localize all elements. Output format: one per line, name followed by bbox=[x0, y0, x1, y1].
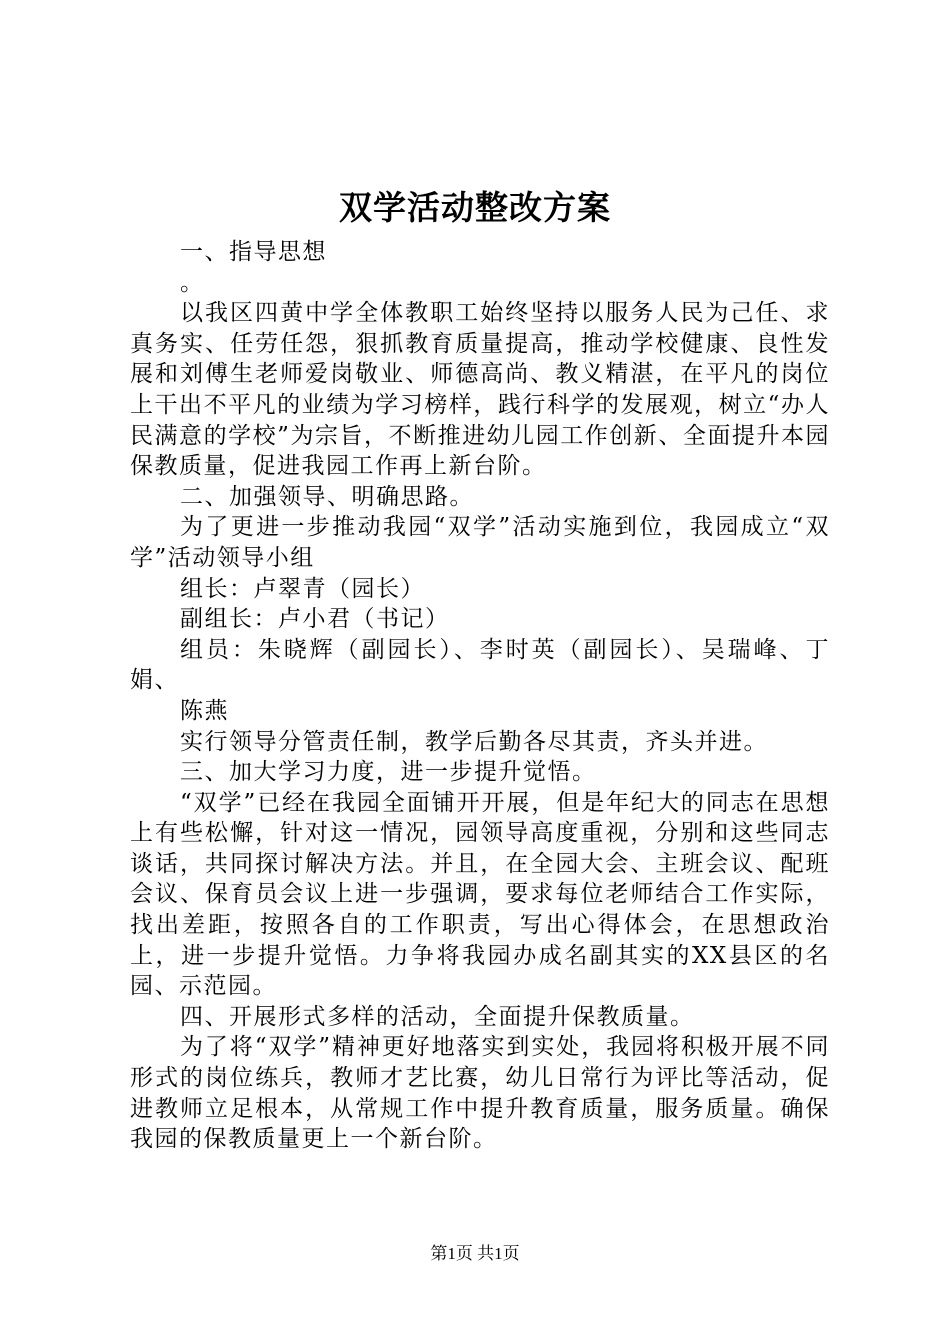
paragraph: “双学”已经在我园全面铺开开展，但是年纪大的同志在思想上有些松懈，针对这一情况，园领导高度重视，分别和这些同志谈话，共同探讨解决方法。并且，在全园大会、主班会议、配班会议、保育员会议上进一步强调，要求每位老师结合工作实际，找出差距，按照各自的工作职责，写出心得体会，在思想政治上，进一步提升觉悟。力争将我园办成名副其实的XX县区的名园、示范园。 bbox=[130, 789, 830, 1000]
member-line-deputy: 副组长：卢小君（书记） bbox=[180, 606, 450, 633]
member-line-extra: 陈燕 bbox=[180, 697, 229, 724]
paragraph: 为了更进一步推动我园“双学”活动实施到位，我园成立“双学”活动领导小组 bbox=[130, 514, 830, 571]
section-heading-2: 二、加强领导、明确思路。 bbox=[180, 483, 474, 510]
section-heading-4: 四、开展形式多样的活动，全面提升保教质量。 bbox=[180, 1003, 695, 1030]
paragraph: 。 bbox=[180, 269, 205, 296]
section-heading-3: 三、加大学习力度，进一步提升觉悟。 bbox=[180, 759, 597, 786]
member-line-leader: 组长：卢翠青（园长） bbox=[180, 575, 425, 602]
member-line-members: 组员：朱晓辉（副园长）、李时英（副园长）、吴瑞峰、丁娟、 bbox=[130, 636, 830, 694]
paragraph: 为了将“双学”精神更好地落实到实处，我园将积极开展不同形式的岗位练兵，教师才艺比赛，幼儿日常行为评比等活动，促进教师立足根本，从常规工作中提升教育质量，服务质量。确保我园的保教质量更上一个新台阶。 bbox=[130, 1034, 830, 1153]
document-title: 双学活动整改方案 bbox=[339, 188, 611, 227]
paragraph: 实行领导分管责任制，教学后勤各尽其责，齐头并进。 bbox=[180, 728, 768, 755]
page-footer: 第1页 共1页 bbox=[430, 1244, 520, 1263]
section-heading-1: 一、指导思想 bbox=[180, 239, 327, 265]
document-body bbox=[130, 237, 830, 1155]
paragraph: 以我区四黄中学全体教职工始终坚持以服务人民为己任、求真务实、任劳任怨，狠抓教育质量提高，推动学校健康、良性发展和刘傅生老师爱岗敬业、师德高尚、教义精湛，在平凡的岗位上干出不平凡的业绩为学习榜样，践行科学的发展观，树立“办人民满意的学校”为宗旨，不断推进幼儿园工作创新、全面提升本园保教质量，促进我园工作再上新台阶。 bbox=[130, 300, 830, 480]
